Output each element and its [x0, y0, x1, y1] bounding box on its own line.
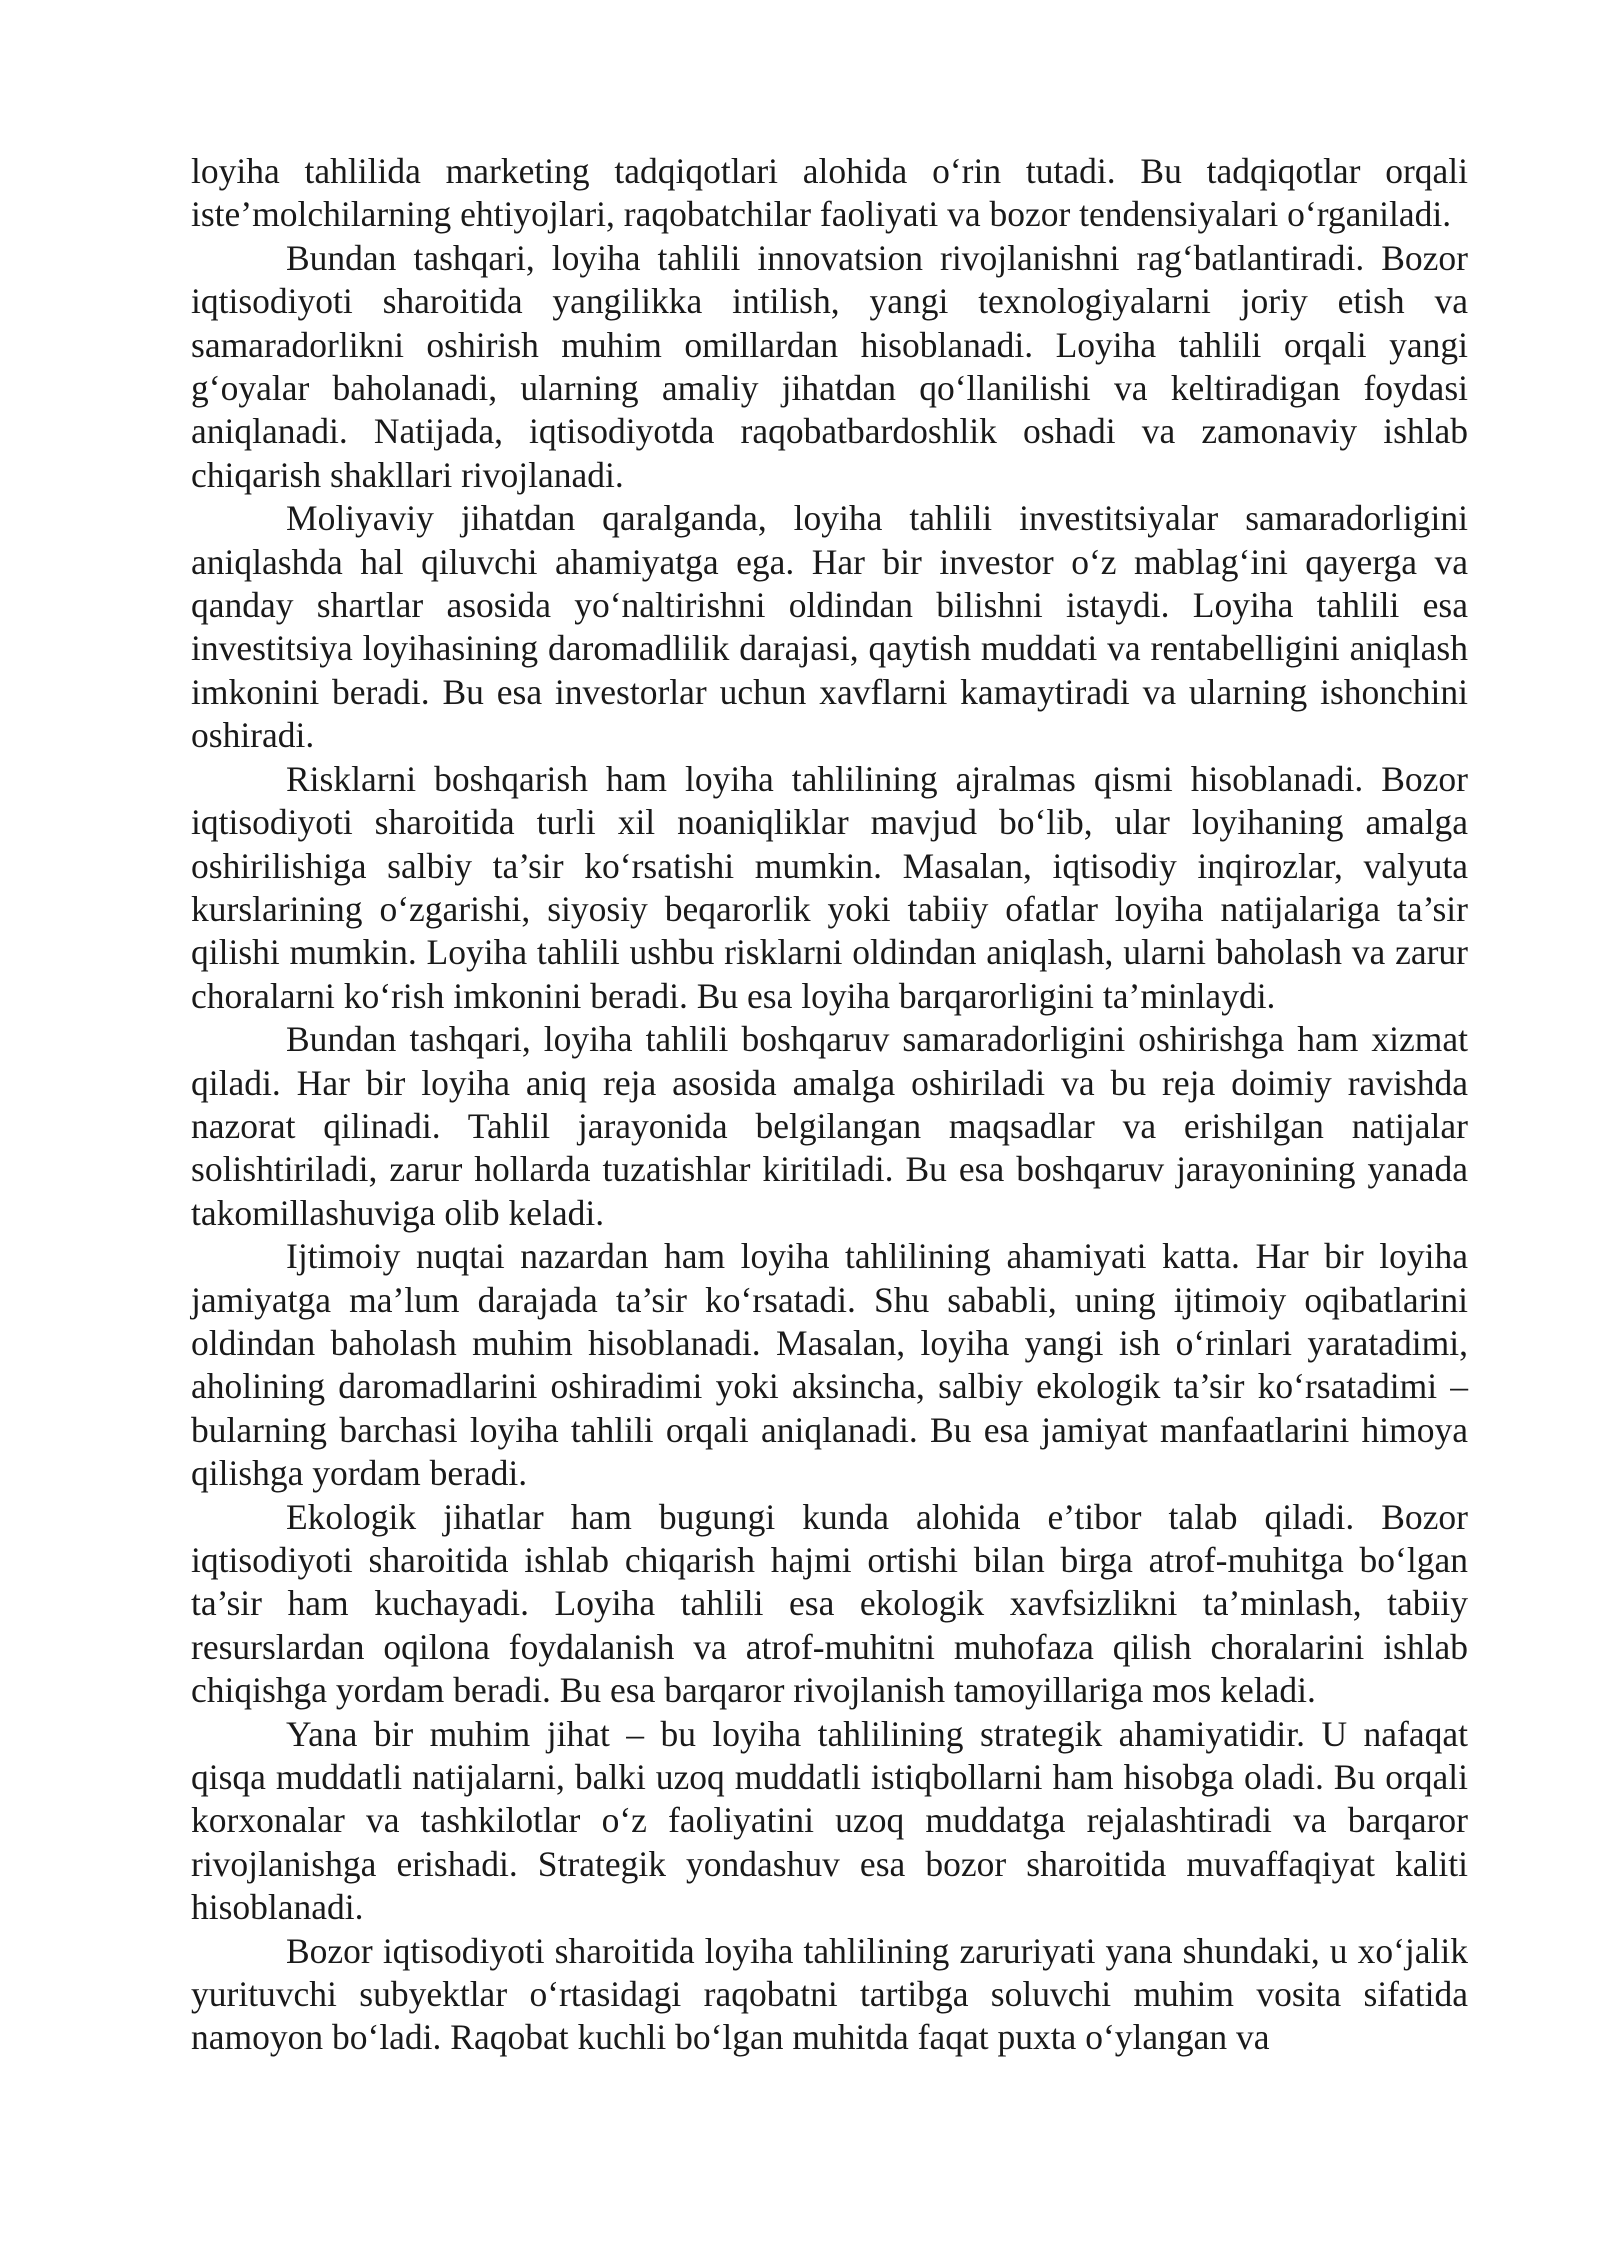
document-page — [191, 150, 1468, 2060]
paragraph-6: Ijtimoiy nuqtai nazardan ham loyiha tahlilining ahamiyati katta. Har bir loyiha jamiyatga ma’lum darajada ta’sir ko‘rsatadi. Shu sababli, uning ijtimoiy oqibatlarini oldindan baholash muhim hisoblanadi. Masalan, loyiha yangi ish o‘rinlari yaratadimi, aholining daromadlarini oshiradimi yoki aksincha, salbiy ekologik ta’sir ko‘rsatadimi – bularning barchasi loyiha tahlili orqali aniqlanadi. Bu esa jamiyat manfaatlarini himoya qilishga yordam beradi. — [191, 1236, 1468, 1494]
paragraph-5: Bundan tashqari, loyiha tahlili boshqaruv samaradorligini oshirishga ham xizmat qiladi. Har bir loyiha aniq reja asosida amalga oshiriladi va bu reja doimiy ravishda nazorat qilinadi. Tahlil jarayonida belgilangan maqsadlar va erishilgan natijalar solishtiriladi, zarur hollarda tuzatishlar kiritiladi. Bu esa boshqaruv jarayonining yanada takomillashuviga olib keladi. — [191, 1019, 1468, 1233]
paragraph-3: Moliyaviy jihatdan qaralganda, loyiha tahlili investitsiyalar samaradorligini aniqlashda hal qiluvchi ahamiyatga ega. Har bir investor o‘z mablag‘ini qayerga va qanday shartlar asosida yo‘naltirishni oldindan bilishni istaydi. Loyiha tahlili esa investitsiya loyihasining daromadlilik darajasi, qaytish muddati va rentabelligini aniqlash imkonini beradi. Bu esa investorlar uchun xavflarni kamaytiradi va ularning ishonchini oshiradi. — [191, 498, 1468, 756]
paragraph-9: Bozor iqtisodiyoti sharoitida loyiha tahlilining zaruriyati yana shundaki, u xo‘jalik yurituvchi subyektlar o‘rtasidagi raqobatni tartibga soluvchi muhim vosita sifatida namoyon bo‘ladi. Raqobat kuchli bo‘lgan muhitda faqat puxta o‘ylangan va — [191, 1930, 1468, 2058]
paragraph-1: loyiha tahlilida marketing tadqiqotlari alohida o‘rin tutadi. Bu tadqiqotlar orqali iste’molchilarning ehtiyojlari, raqobatchilar faoliyati va bozor tendensiyalari o‘rganiladi. — [191, 151, 1468, 235]
paragraph-4: Risklarni boshqarish ham loyiha tahlilining ajralmas qismi hisoblanadi. Bozor iqtisodiyoti sharoitida turli xil noaniqliklar mavjud bo‘lib, ular loyihaning amalga oshirilishiga salbiy ta’sir ko‘rsatishi mumkin. Masalan, iqtisodiy inqirozlar, valyuta kurslarining o‘zgarishi, siyosiy beqarorlik yoki tabiiy ofatlar loyiha natijalariga ta’sir qilishi mumkin. Loyiha tahlili ushbu risklarni oldindan aniqlash, ularni baholash va zarur choralarni ko‘rish imkonini beradi. Bu esa loyiha barqarorligini ta’minlaydi. — [191, 758, 1468, 1016]
paragraph-7: Ekologik jihatlar ham bugungi kunda alohida e’tibor talab qiladi. Bozor iqtisodiyoti sharoitida ishlab chiqarish hajmi ortishi bilan birga atrof-muhitga bo‘lgan ta’sir ham kuchayadi. Loyiha tahlili esa ekologik xavfsizlikni ta’minlash, tabiiy resurslardan oqilona foydalanish va atrof-muhitni muhofaza qilish choralarini ishlab chiqishga yordam beradi. Bu esa barqaror rivojlanish tamoyillariga mos keladi. — [191, 1496, 1468, 1711]
paragraph-2: Bundan tashqari, loyiha tahlili innovatsion rivojlanishni rag‘batlantiradi. Bozor iqtisodiyoti sharoitida yangilikka intilish, yangi texnologiyalarni joriy etish va samaradorlikni oshirish muhim omillardan hisoblanadi. Loyiha tahlili orqali yangi g‘oyalar baholanadi, ularning amaliy jihatdan qo‘llanilishi va keltiradigan foydasi aniqlanadi. Natijada, iqtisodiyotda raqobatbardoshlik oshadi va zamonaviy ishlab chiqarish shakllari rivojlanadi. — [191, 237, 1468, 495]
paragraph-8: Yana bir muhim jihat – bu loyiha tahlilining strategik ahamiyatidir. U nafaqat qisqa muddatli natijalarni, balki uzoq muddatli istiqbollarni ham hisobga oladi. Bu orqali korxonalar va tashkilotlar o‘z faoliyatini uzoq muddatga rejalashtiradi va barqaror rivojlanishga erishadi. Strategik yondashuv esa bozor sharoitida muvaffaqiyat kaliti hisoblanadi. — [191, 1713, 1468, 1928]
